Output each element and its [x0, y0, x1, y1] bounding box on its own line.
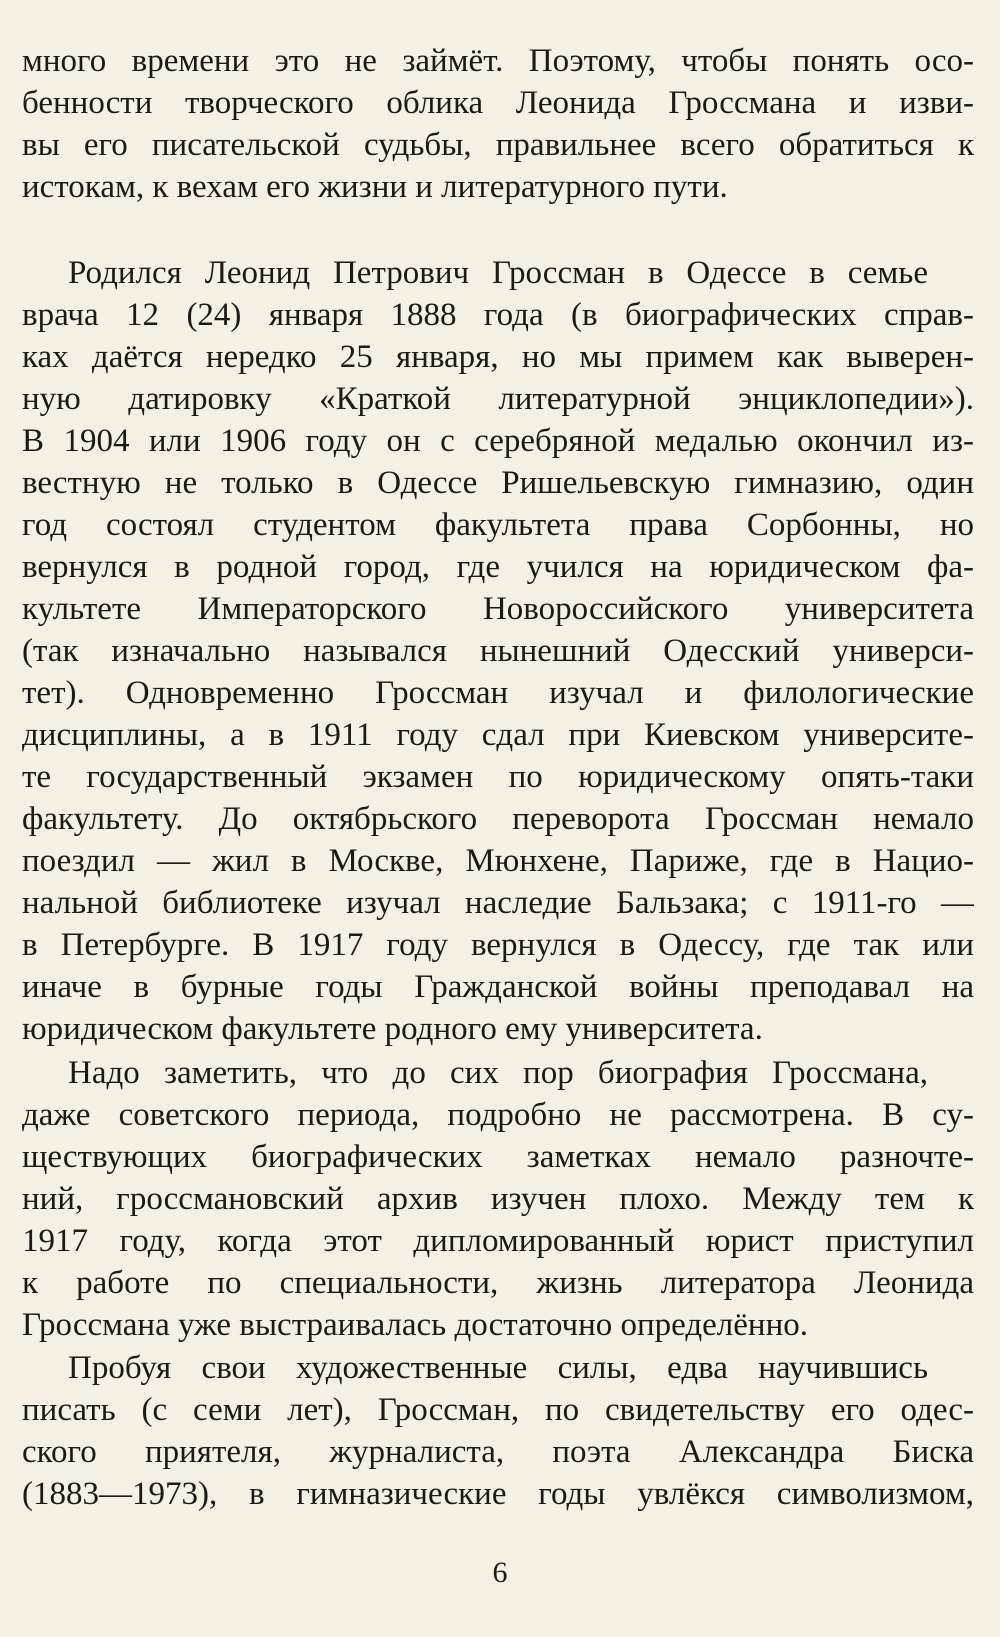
page-number: 6 — [492, 1556, 508, 1589]
text-line: (1883—1973), в гимназические годы увлёкся символизмом, — [22, 1476, 974, 1512]
text-line: (так изначально назывался нынешний Одесский универси- — [22, 633, 974, 669]
text-line: юридическом факультете родного ему университета. — [22, 1011, 763, 1047]
text-line: много времени это не займёт. Поэтому, чтобы понять осо- — [22, 43, 974, 79]
text-line: вестную не только в Одессе Ришельевскую гимназию, один — [22, 465, 974, 501]
text-line: нальной библиотеке изучал наследие Бальзака; с 1911-го — — [22, 885, 974, 921]
text-line: вернулся в родной город, где учился на юридическом фа- — [22, 549, 974, 585]
text-line: бенности творческого облика Леонида Гроссмана и изви- — [22, 85, 974, 121]
text-line: даже советского периода, подробно не рассмотрена. В су- — [22, 1097, 974, 1133]
text-line: культете Императорского Новороссийского университета — [22, 591, 974, 627]
text-line: В 1904 или 1906 году он с серебряной медалью окончил из- — [22, 423, 974, 459]
text-line: к работе по специальности, жизнь литератора Леонида — [22, 1265, 974, 1301]
text-line: ского приятеля, журналиста, поэта Александра Биска — [22, 1434, 974, 1470]
text-line: иначе в бурные годы Гражданской войны преподавал на — [22, 969, 974, 1005]
text-line-indented: Родился Леонид Петрович Гроссман в Одессе в семье — [68, 255, 928, 291]
text-line: тет). Одновременно Гроссман изучал и филологические — [22, 675, 974, 711]
paragraph-early-writing — [22, 1347, 974, 1515]
text-line-indented: Надо заметить, что до сих пор биография Гроссмана, — [68, 1055, 928, 1091]
text-line: год состоял студентом факультета права Сорбонны, но — [22, 507, 974, 543]
text-line: факультету. До октябрьского переворота Гроссман немало — [22, 801, 974, 837]
paragraph-biography-note — [22, 1052, 974, 1346]
text-line: ках даётся нередко 25 января, но мы примем как выверен- — [22, 339, 974, 375]
text-line: ную датировку «Краткой литературной энциклопедии»). — [22, 381, 974, 417]
paragraph-biography — [22, 252, 974, 1050]
text-line: истокам, к вехам его жизни и литературного пути. — [22, 169, 728, 205]
paragraph-continuation — [22, 40, 974, 208]
text-line: 1917 году, когда этот дипломированный юрист приступил — [22, 1223, 974, 1259]
text-line-indented: Пробуя свои художественные силы, едва научившись — [68, 1350, 928, 1386]
text-line: ществующих биографических заметках немало разночте- — [22, 1139, 974, 1175]
text-line: вы его писательской судьбы, правильнее всего обратиться к — [22, 127, 974, 163]
text-line: Гроссмана уже выстраивалась достаточно определённо. — [22, 1307, 808, 1343]
text-line: писать (с семи лет), Гроссман, по свидетельству его одес- — [22, 1392, 974, 1428]
text-line: в Петербурге. В 1917 году вернулся в Одессу, где так или — [22, 927, 974, 963]
text-line: дисциплины, а в 1911 году сдал при Киевском университе- — [22, 717, 974, 753]
text-line: врача 12 (24) января 1888 года (в биографических справ- — [22, 297, 974, 333]
text-line: ний, гроссмановский архив изучен плохо. Между тем к — [22, 1181, 974, 1217]
text-line: те государственный экзамен по юридическому опять-таки — [22, 759, 974, 795]
text-line: поездил — жил в Москве, Мюнхене, Париже, где в Нацио- — [22, 843, 974, 879]
